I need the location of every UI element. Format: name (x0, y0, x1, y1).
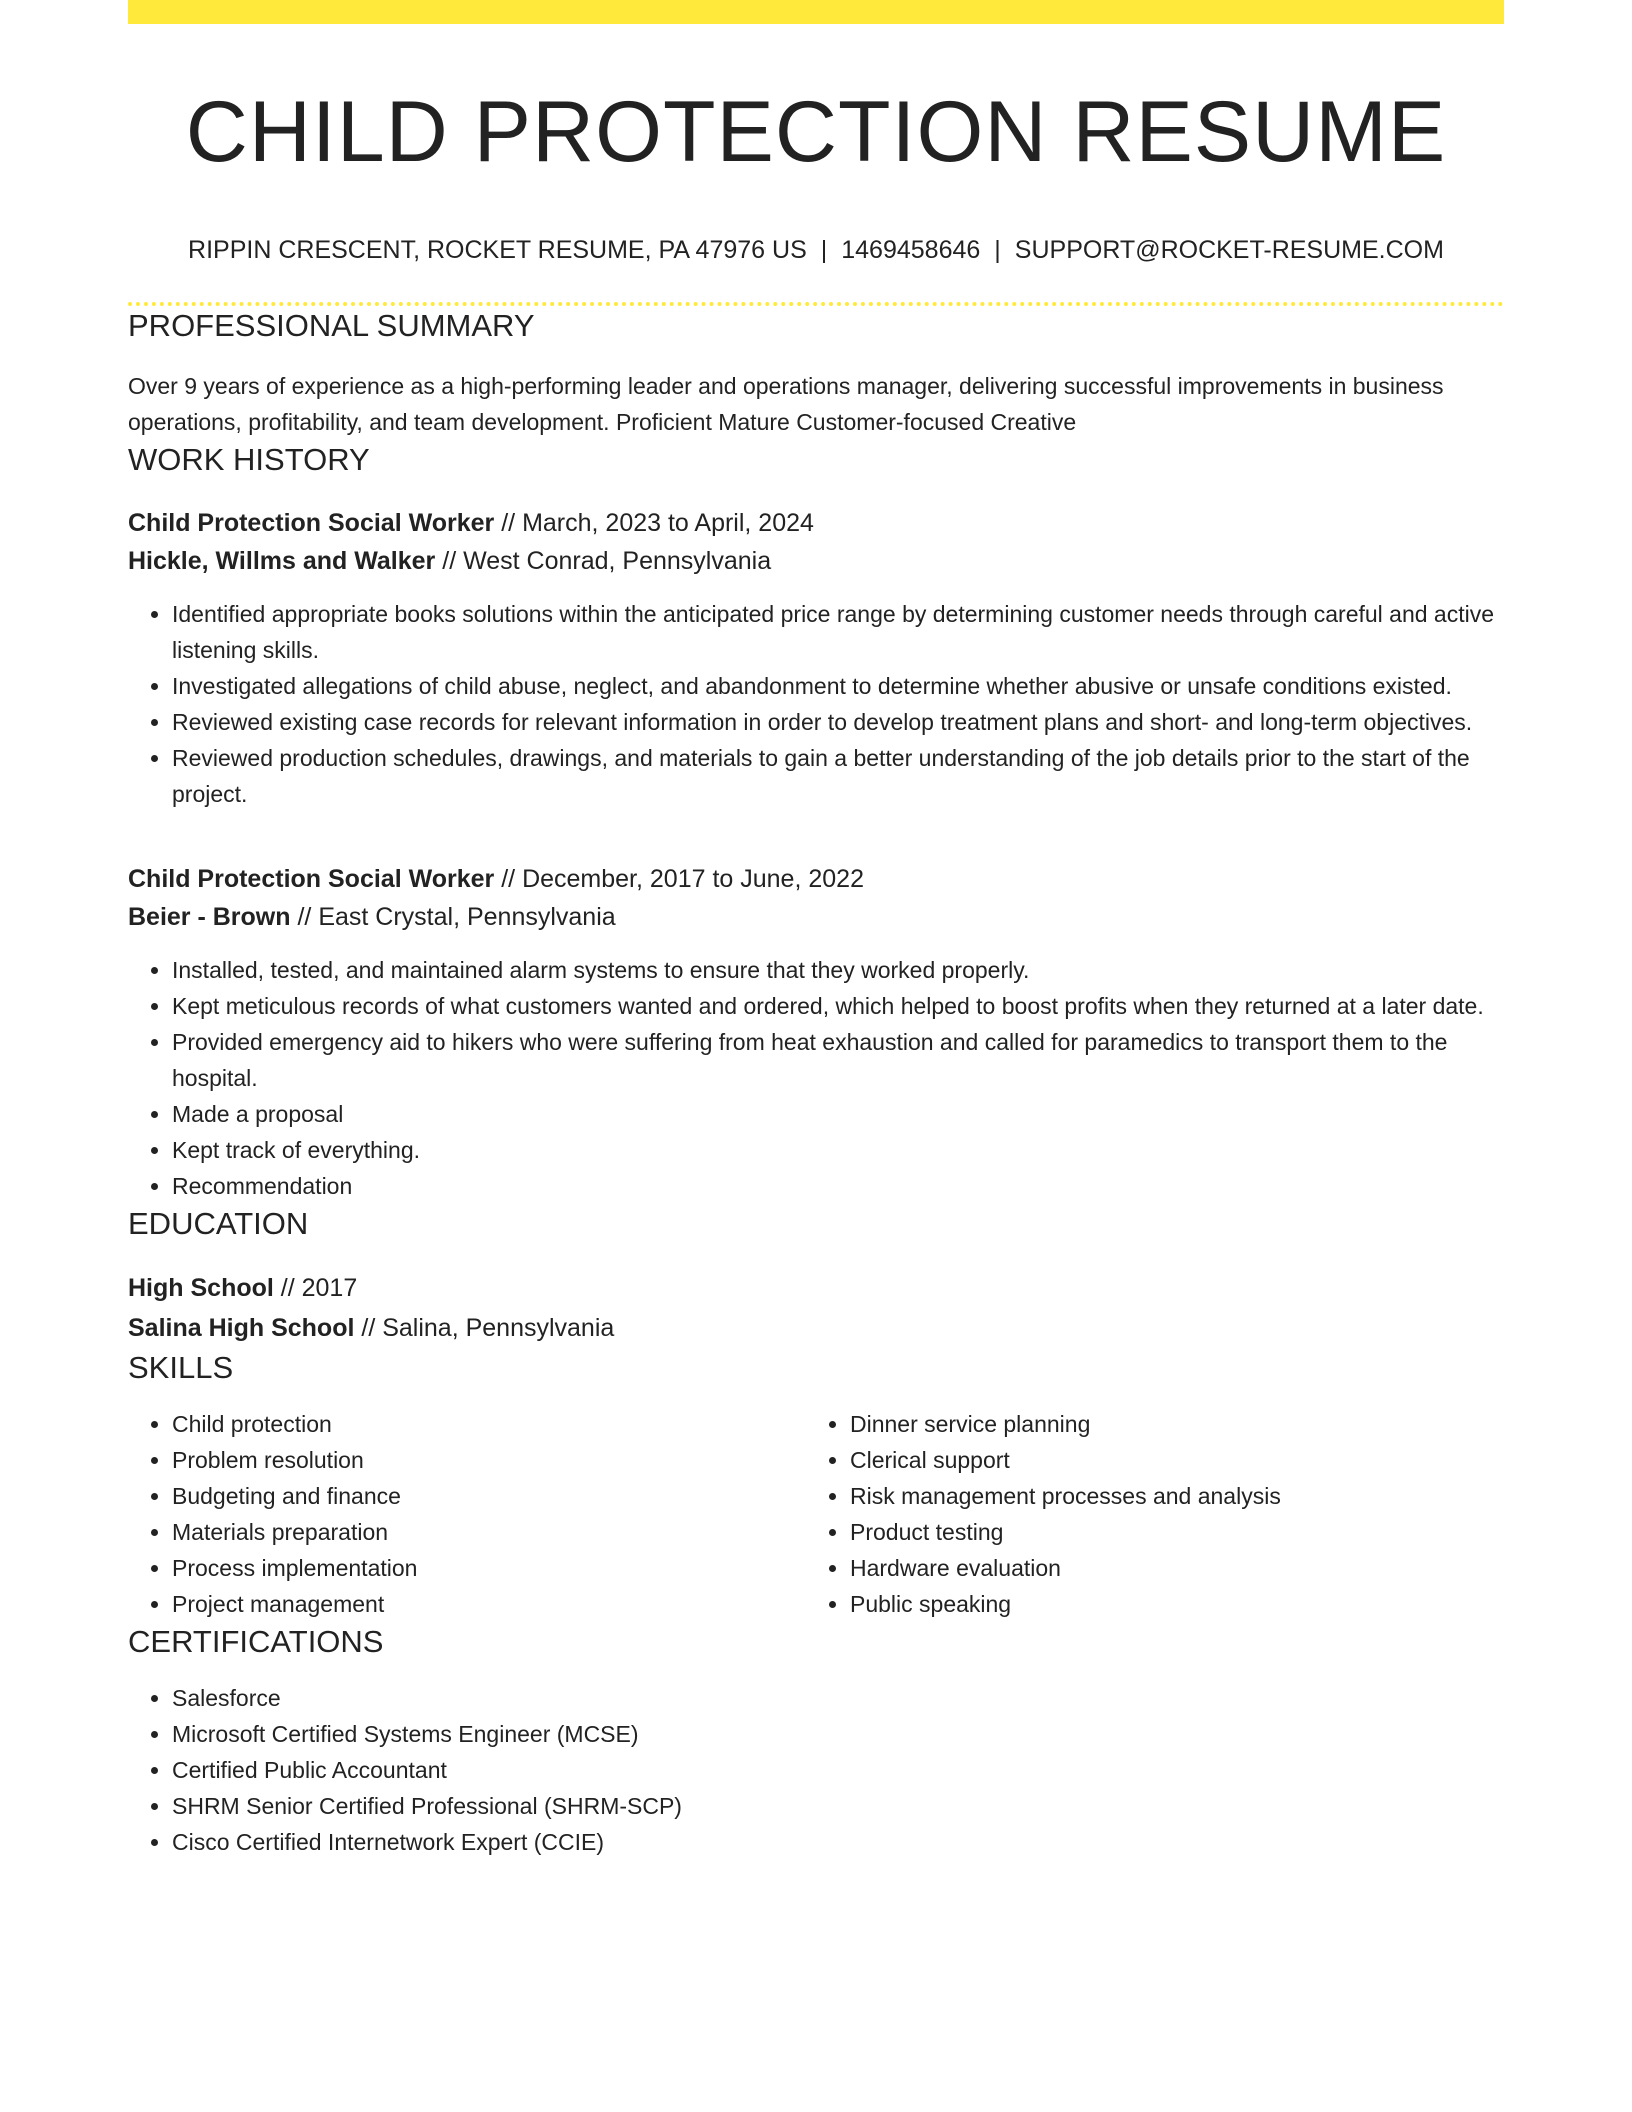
contact-email: SUPPORT@ROCKET-RESUME.COM (1014, 236, 1444, 264)
job-dates: // March, 2023 to April, 2024 (494, 509, 814, 537)
education-school-line (128, 1308, 1504, 1348)
work-history-heading: WORK HISTORY (128, 442, 370, 477)
certifications-items (128, 1680, 1504, 1860)
resume-page (128, 0, 1504, 1860)
education-year: // 2017 (273, 1274, 358, 1302)
skills-heading: SKILLS (128, 1350, 234, 1385)
certification-item: • SHRM Senior Certified Professional (SHRM-SCP) (172, 1788, 1504, 1824)
skills-right-column (806, 1406, 1484, 1622)
contact-separator: | (994, 236, 1001, 264)
job-bullet: • Reviewed production schedules, drawings, and materials to gain a better understanding of the job details prior to the start of the project. (172, 740, 1504, 812)
skill-item: • Hardware evaluation (850, 1550, 1484, 1586)
certifications-heading: CERTIFICATIONS (128, 1624, 384, 1659)
job-entry (128, 504, 1504, 812)
certification-item: • Microsoft Certified Systems Engineer (MCSE) (172, 1716, 1504, 1752)
contact-separator: | (820, 236, 828, 264)
job-title: Child Protection Social Worker (128, 509, 495, 537)
skill-item: • Project management (172, 1586, 806, 1622)
job-bullet: • Kept meticulous records of what customers wanted and ordered, which helped to boost profits when they returned at a later date. (172, 988, 1504, 1024)
job-bullet: • Reviewed existing case records for relevant information in order to develop treatment plans and short- and long-term objectives. (172, 704, 1504, 740)
job-bullet: • Installed, tested, and maintained alarm systems to ensure that they worked properly. (172, 952, 1504, 988)
job-company: Beier - Brown (128, 903, 291, 931)
skill-item: • Product testing (850, 1514, 1484, 1550)
job-bullet: • Investigated allegations of child abuse, neglect, and abandonment to determine whether abusive or unsafe conditions existed. (172, 668, 1504, 704)
skill-item: • Budgeting and finance (172, 1478, 806, 1514)
job-bullet: • Recommendation (172, 1168, 1504, 1204)
job-company-line (128, 542, 1504, 580)
education-entry (128, 1268, 1504, 1348)
skill-item: • Materials preparation (172, 1514, 806, 1550)
skill-item: • Process implementation (172, 1550, 806, 1586)
job-bullet: • Kept track of everything. (172, 1132, 1504, 1168)
job-bullets (128, 596, 1504, 812)
education-degree-line (128, 1268, 1504, 1308)
job-company: Hickle, Willms and Walker (128, 547, 436, 575)
education-degree: High School (128, 1274, 274, 1302)
job-company-line (128, 898, 1504, 936)
contact-phone: 1469458646 (841, 236, 981, 264)
skill-item: • Dinner service planning (850, 1406, 1484, 1442)
job-title: Child Protection Social Worker (128, 865, 495, 893)
skill-item: • Child protection (172, 1406, 806, 1442)
job-entry (128, 860, 1504, 1204)
accent-top-bar (128, 0, 1504, 24)
job-location: // West Conrad, Pennsylvania (435, 547, 772, 575)
resume-title: CHILD PROTECTION RESUME (185, 84, 1447, 180)
job-location: // East Crystal, Pennsylvania (290, 903, 616, 931)
job-bullets (128, 952, 1504, 1204)
summary-heading: PROFESSIONAL SUMMARY (128, 308, 535, 343)
skill-item: • Public speaking (850, 1586, 1484, 1622)
contact-line (128, 234, 1504, 266)
education-school: Salina High School (128, 1314, 355, 1342)
certification-item: • Cisco Certified Internetwork Expert (CCIE) (172, 1824, 1504, 1860)
certifications-list (128, 1680, 1504, 1860)
skill-item: • Clerical support (850, 1442, 1484, 1478)
certification-item: • Salesforce (172, 1680, 1504, 1716)
job-bullet: • Identified appropriate books solutions within the anticipated price range by determining customer needs through careful and active listening skills. (172, 596, 1504, 668)
job-bullet: • Made a proposal (172, 1096, 1504, 1132)
education-location: // Salina, Pennsylvania (354, 1314, 615, 1342)
summary-text: Over 9 years of experience as a high-performing leader and operations manager, delivering successful improvements in business operations, profitability, and team development. Proficient Mature Customer-focused Creative (128, 373, 1444, 435)
job-title-line (128, 504, 1504, 542)
skills-grid (128, 1406, 1504, 1622)
skill-item: • Problem resolution (172, 1442, 806, 1478)
certification-item: • Certified Public Accountant (172, 1752, 1504, 1788)
contact-address: RIPPIN CRESCENT, ROCKET RESUME, PA 47976 US (188, 236, 807, 264)
job-title-line (128, 860, 1504, 898)
job-bullet: • Provided emergency aid to hikers who were suffering from heat exhaustion and called for paramedics to transport them to the hospital. (172, 1024, 1504, 1096)
skills-left-column (128, 1406, 806, 1622)
education-heading: EDUCATION (128, 1206, 309, 1241)
skill-item: • Risk management processes and analysis (850, 1478, 1484, 1514)
job-dates: // December, 2017 to June, 2022 (494, 865, 864, 893)
